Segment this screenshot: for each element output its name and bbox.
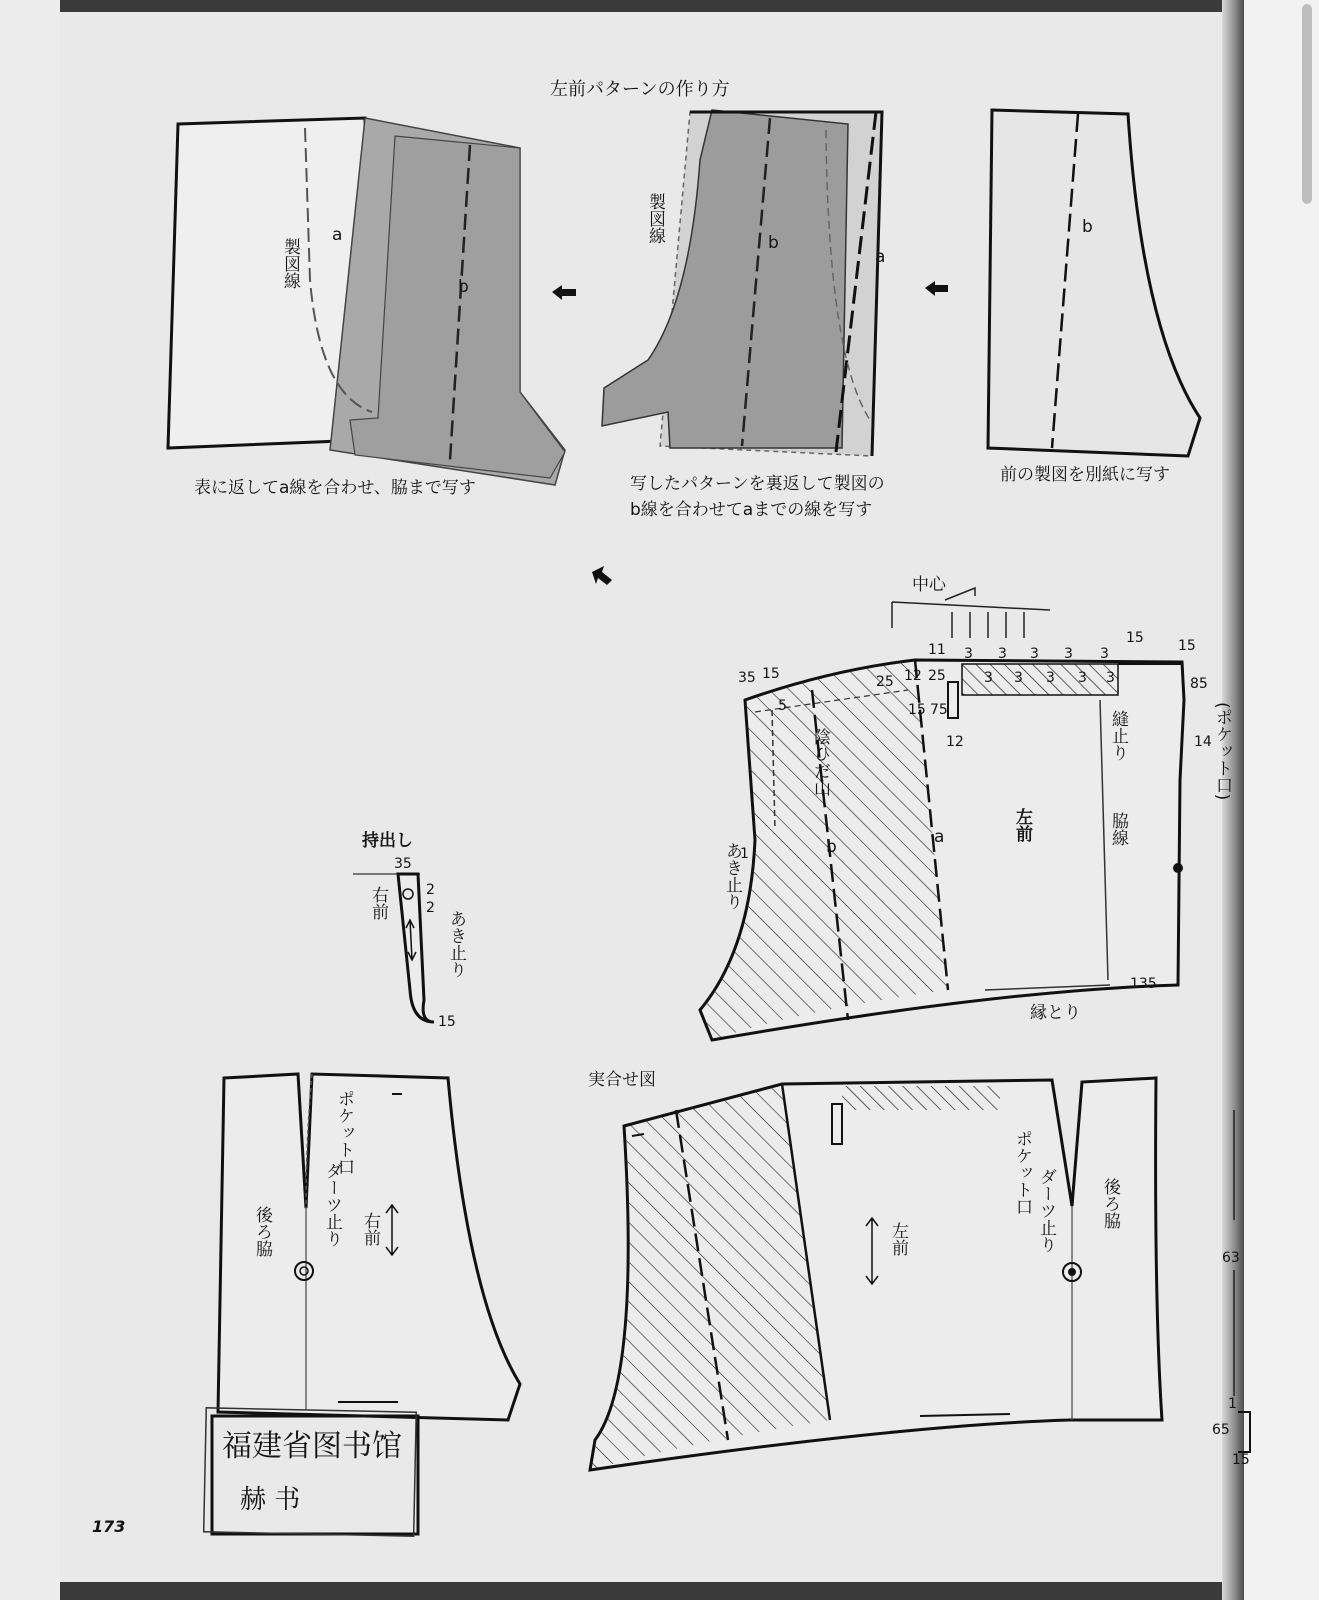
panel3-caption: 前の製図を別紙に写す [1000, 465, 1170, 485]
draft-m12b: 12 [946, 734, 964, 750]
panel1-mark-b: b [458, 277, 469, 297]
edge-m65: 65 [1212, 1422, 1230, 1438]
rfront-back-side: 後ろ脇 [252, 1206, 272, 1257]
draft-m3-7: 3 [1014, 670, 1023, 686]
edge-m1: 1 [1228, 1396, 1237, 1412]
panel1-diagram [168, 118, 565, 485]
draft-m75: 75 [930, 702, 948, 718]
draft-m25b: 25 [928, 668, 946, 684]
draft-m3-5: 3 [1100, 646, 1109, 662]
panel2-diagram [602, 110, 882, 456]
draft-m3-6: 3 [984, 670, 993, 686]
draft-m3-3: 3 [1030, 646, 1039, 662]
library-stamp [204, 1408, 418, 1536]
rfront-dart-stop: ダーツ止り [322, 1162, 342, 1247]
mochidashi-m15: 15 [438, 1014, 456, 1030]
assembly-pocket: ポケット口 [1012, 1130, 1032, 1215]
mochidashi-piece [353, 874, 434, 1022]
draft-side-line: 脇線 [1108, 812, 1128, 846]
draft-title: 左前 [1012, 808, 1032, 842]
mochidashi-title: 持出し [362, 831, 413, 851]
draft-stitch-stop: 縫止り [1108, 710, 1128, 761]
stamp-line2: 赫 书 [240, 1485, 301, 1515]
draft-center-label: 中心 [912, 575, 946, 595]
edge-m15: 15 [1232, 1452, 1250, 1468]
draft-m3-4: 3 [1064, 646, 1073, 662]
panel2-seizu-text: 製図線 [645, 193, 665, 244]
panel1-seizu-text: 製図線 [280, 238, 300, 289]
draft-pocket-opening: (ポケット口) [1212, 702, 1232, 801]
draft-m5: 5 [778, 698, 787, 714]
draft-m3-1: 3 [964, 646, 973, 662]
draft-m11: 11 [928, 642, 946, 658]
assembly-title: 実合せ図 [588, 1070, 656, 1090]
arrow-left-2 [925, 281, 948, 296]
mochidashi-opening-stop: あき止り [446, 910, 466, 978]
draft-opening-stop: あき止り [722, 842, 742, 910]
arrow-left-1 [552, 285, 576, 300]
edge-m63: 63 [1222, 1250, 1240, 1266]
draft-m1: 1 [740, 846, 749, 862]
draft-m135: 135 [1130, 976, 1157, 992]
draft-m12a: 12 [904, 668, 922, 684]
draft-m14: 14 [1194, 734, 1212, 750]
panel2-caption-2: b線を合わせてaまでの線を写す [630, 500, 873, 520]
draft-inner-pleat: 陰ひだ山 [810, 728, 830, 796]
draft-m3-9: 3 [1078, 670, 1087, 686]
panel3-diagram [988, 110, 1200, 456]
mochidashi-m35: 35 [394, 856, 412, 872]
draft-mark-a: a [934, 827, 945, 847]
draft-m3-8: 3 [1046, 670, 1055, 686]
panel3-mark-b: b [1082, 217, 1093, 237]
assembly-diagram [590, 1078, 1162, 1470]
assembly-front-label: 左前 [888, 1222, 908, 1256]
draft-m85: 85 [1190, 676, 1208, 692]
page-number: 173 [92, 1517, 126, 1536]
mochidashi-side-label: 右前 [368, 886, 388, 920]
panel1-mark-a: a [332, 225, 343, 245]
draft-m3-2: 3 [998, 646, 1007, 662]
draft-m15b: 15 [908, 702, 926, 718]
panel2-mark-b: b [768, 233, 779, 253]
assembly-back-side: 後ろ脇 [1100, 1178, 1120, 1229]
stamp-line1: 福建省图书馆 [222, 1429, 402, 1464]
page-title: 左前パターンの作り方 [550, 79, 730, 100]
draft-m15d: 15 [1178, 638, 1196, 654]
mochidashi-m2b: 2 [426, 900, 435, 916]
arrow-down-left [592, 566, 612, 585]
assembly-dart-stop: ダーツ止り [1036, 1168, 1056, 1253]
draft-m3-10: 3 [1106, 670, 1115, 686]
draft-hem-binding: 縁とり [1030, 1003, 1081, 1023]
draft-m35: 35 [738, 670, 756, 686]
panel1-caption: 表に返してa線を合わせ、脇まで写す [194, 478, 476, 498]
draft-m15c: 15 [1126, 630, 1144, 646]
draft-m15a: 15 [762, 666, 780, 682]
rfront-front-label: 右前 [360, 1212, 380, 1246]
panel2-caption-1: 写したパターンを裏返して製図の [630, 474, 885, 494]
draft-mark-b: b [826, 837, 837, 857]
panel2-mark-a: a [875, 247, 886, 267]
mochidashi-m2a: 2 [426, 882, 435, 898]
draft-m25a: 25 [876, 674, 894, 690]
rfront-pocket: ポケット口 [334, 1090, 354, 1175]
